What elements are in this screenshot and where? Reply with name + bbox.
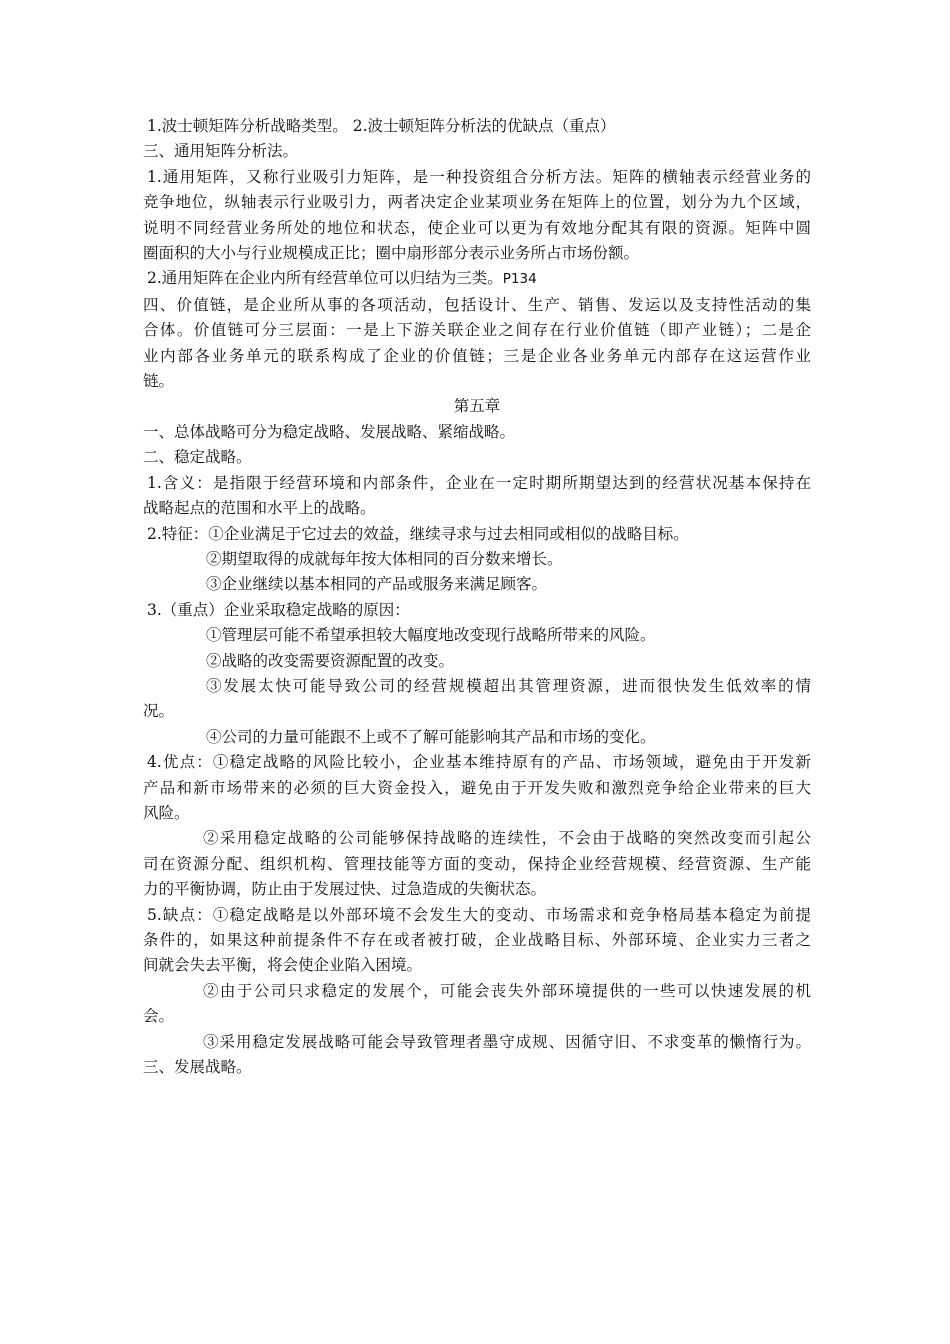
text-line — [143, 649, 811, 674]
text-line — [143, 496, 811, 521]
text-line — [143, 699, 811, 724]
line-text: 第五章 — [453, 397, 501, 416]
text-line — [143, 623, 811, 648]
line-text: 3.（重点）企业采取稳定战略的原因： — [147, 600, 410, 619]
text-line — [143, 750, 811, 775]
line-text: 2.特征：①企业满足于它过去的效益，继续寻求与过去相同或相似的战略目标。 — [147, 524, 689, 543]
text-line — [143, 801, 811, 826]
text-line — [143, 928, 811, 953]
text-line — [143, 674, 811, 699]
text-line — [143, 139, 811, 164]
line-text: 圈面积的大小与行业规模成正比；圈中扇形部分表示业务所占市场份额。 — [143, 244, 640, 263]
text-line — [143, 1030, 811, 1055]
text-line — [143, 266, 811, 292]
line-text: 况。 — [143, 702, 175, 721]
text-line — [143, 1055, 811, 1080]
text-line — [143, 547, 811, 572]
line-text: 会。 — [143, 1007, 175, 1026]
text-line — [143, 598, 811, 623]
line-text: 业内部各业务单元的联系构成了企业的价值链；三是企业各业务单元内部存在这运营作业 — [143, 346, 811, 365]
text-line — [143, 190, 811, 215]
line-text: ②期望取得的成就每年按大体相同的百分数来增长。 — [206, 549, 563, 568]
text-line — [143, 420, 811, 445]
line-text: ②战略的改变需要资源配置的改变。 — [206, 651, 455, 670]
line-text: 合体。价值链可分三层面：一是上下游关联企业之间存在行业价值链（即产业链）；二是企 — [143, 321, 811, 340]
line-text: ②由于公司只求稳定的发展个，可能会丧失外部环境提供的一些可以快速发展的机 — [203, 981, 811, 1000]
text-line — [143, 114, 811, 139]
document-body — [143, 114, 811, 1080]
line-text: 二、稳定战略。 — [143, 448, 252, 467]
line-text: 间就会失去平衡，将会使企业陷入困境。 — [143, 956, 423, 975]
line-text: 风险。 — [143, 803, 190, 822]
text-line — [143, 826, 811, 851]
text-line — [143, 903, 811, 928]
line-text: 1.波士顿矩阵分析战略类型。 2.波士顿矩阵分析法的优缺点（重点） — [147, 117, 616, 135]
line-text: 说明不同经营业务所处的地位和状态，使企业可以更为有效地分配其有限的资源。矩阵中圆 — [143, 218, 811, 237]
line-text: 战略起点的范围和水平上的战略。 — [143, 499, 376, 518]
text-line — [143, 471, 811, 496]
text-line — [143, 165, 811, 190]
text-line — [143, 953, 811, 978]
text-line — [143, 344, 811, 369]
text-line — [143, 293, 811, 318]
text-line — [143, 241, 811, 266]
text-line — [143, 394, 811, 419]
line-text: 四、价值链，是企业所从事的各项活动，包括设计、生产、销售、发运以及支持性活动的集 — [143, 295, 811, 314]
text-line — [143, 776, 811, 801]
line-text: 1.通用矩阵，又称行业吸引力矩阵，是一种投资组合分析方法。矩阵的横轴表示经营业务的 — [147, 167, 811, 186]
text-line — [143, 725, 811, 750]
line-text: 5.缺点：①稳定战略是以外部环境不会发生大的变动、市场需求和竞争格局基本稳定为前提 — [147, 905, 811, 924]
text-line — [143, 877, 811, 902]
line-text: ①管理层可能不希望承担较大幅度地改变现行战略所带来的风险。 — [206, 626, 656, 645]
line-text: ②采用稳定战略的公司能够保持战略的连续性，不会由于战略的突然改变而引起公 — [203, 829, 811, 848]
text-line — [143, 445, 811, 470]
line-text: ③发展太快可能导致公司的经营规模超出其管理资源，进而很快发生低效率的情 — [206, 676, 811, 695]
text-line — [143, 318, 811, 343]
line-text: 2.通用矩阵在企业内所有经营单位可以归结为三类。 — [147, 269, 503, 288]
text-line — [143, 369, 811, 394]
text-line — [143, 572, 811, 597]
text-line — [143, 852, 811, 877]
text-line — [143, 1004, 811, 1029]
line-text: 司在资源分配、组织机构、管理技能等方面的变动，保持企业经营规模、经营资源、生产能 — [143, 854, 811, 873]
line-text: 产品和新市场带来的必须的巨大资金投入，避免由于开发失败和激烈竞争给企业带来的巨大 — [143, 778, 811, 797]
text-line — [143, 216, 811, 241]
page-reference: P134 — [502, 271, 537, 288]
line-text: 力的平衡协调，防止由于发展过快、过急造成的失衡状态。 — [143, 880, 547, 899]
line-text: 竞争地位，纵轴表示行业吸引力，两者决定企业某项业务在矩阵上的位置，划分为九个区域， — [143, 193, 811, 212]
line-text: 4.优点：①稳定战略的风险比较小，企业基本维持原有的产品、市场领域，避免由于开发新 — [147, 753, 811, 772]
line-text: 三、发展战略。 — [143, 1058, 252, 1077]
line-text: 链。 — [143, 372, 175, 391]
line-text: ③采用稳定发展战略可能会导致管理者墨守成规、因循守旧、不求变革的懒惰行为。 — [203, 1032, 811, 1051]
text-line — [143, 522, 811, 547]
line-text: ④公司的力量可能跟不上或不了解可能影响其产品和市场的变化。 — [206, 727, 656, 746]
line-text: 一、总体战略可分为稳定战略、发展战略、紧缩战略。 — [143, 422, 516, 441]
line-text: 三、通用矩阵分析法。 — [143, 142, 299, 161]
line-text: 条件的，如果这种前提条件不存在或者被打破，企业战略目标、外部环境、企业实力三者之 — [143, 931, 811, 949]
line-text: 1.含义：是指限于经营环境和内部条件，企业在一定时期所期望达到的经营状况基本保持在 — [147, 473, 811, 492]
text-line — [143, 979, 811, 1004]
line-text: ③企业继续以基本相同的产品或服务来满足顾客。 — [206, 575, 548, 594]
